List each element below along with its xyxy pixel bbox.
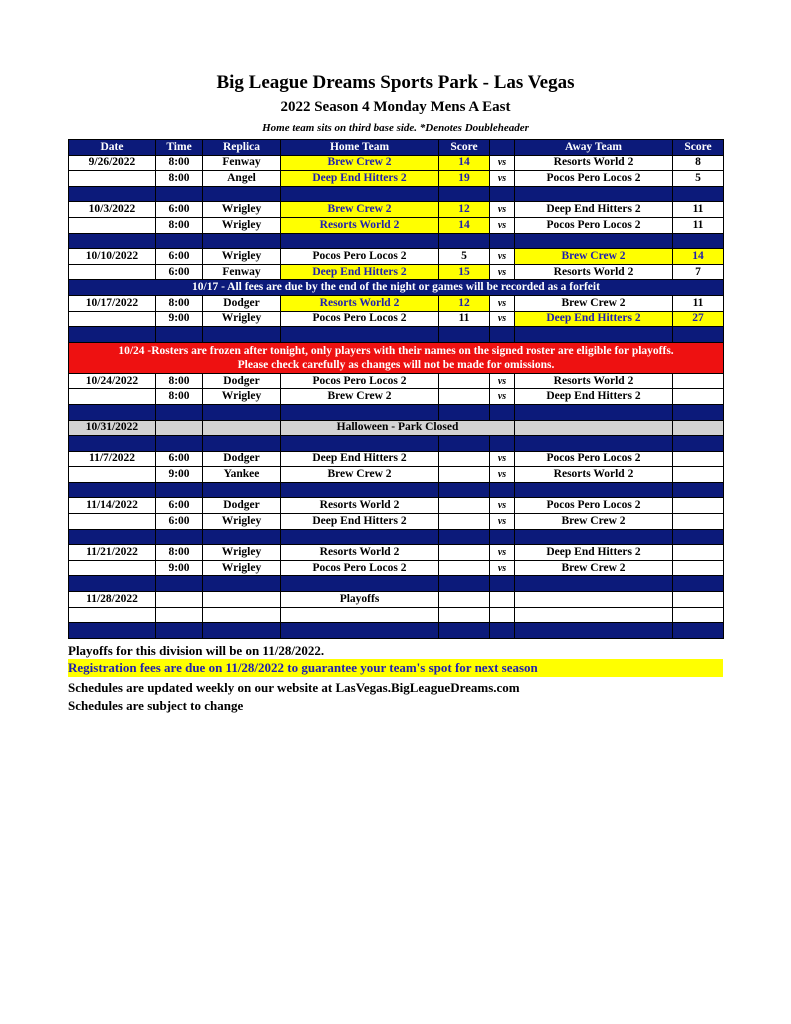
separator-cell — [69, 233, 156, 249]
separator-cell — [515, 436, 673, 452]
playoffs-label: Playoffs — [281, 592, 439, 608]
away-team: Deep End Hitters 2 — [515, 311, 673, 327]
game-row — [69, 498, 724, 514]
game-field: Wrigley — [203, 545, 281, 561]
away-team: Resorts World 2 — [515, 264, 673, 280]
separator-cell — [69, 576, 156, 592]
game-date: 11/21/2022 — [69, 545, 156, 561]
home-team: Deep End Hitters 2 — [281, 264, 439, 280]
separator-cell — [673, 436, 724, 452]
separator-cell — [281, 482, 439, 498]
separator-cell — [203, 404, 281, 420]
away-team: Brew Crew 2 — [515, 295, 673, 311]
separator-cell — [490, 404, 515, 420]
playoffs-note: Playoffs for this division will be on 11/28/2022. — [68, 643, 325, 658]
separator-cell — [673, 404, 724, 420]
game-time: 8:00 — [156, 389, 203, 405]
vs-label: vs — [490, 295, 515, 311]
park-closed-row — [69, 420, 724, 436]
game-date — [69, 264, 156, 280]
vs-label: vs — [490, 389, 515, 405]
empty-cell — [673, 607, 724, 623]
vs-label: vs — [490, 311, 515, 327]
game-row — [69, 311, 724, 327]
separator-cell — [673, 576, 724, 592]
away-score: 11 — [673, 295, 724, 311]
separator-cell — [439, 576, 490, 592]
separator-cell — [281, 576, 439, 592]
home-team: Brew Crew 2 — [281, 202, 439, 218]
separator-cell — [203, 529, 281, 545]
away-team: Brew Crew 2 — [515, 249, 673, 265]
separator-cell — [281, 327, 439, 343]
game-time: 8:00 — [156, 171, 203, 187]
separator-cell — [281, 233, 439, 249]
notice-row — [69, 280, 724, 296]
home-team: Deep End Hitters 2 — [281, 451, 439, 467]
game-time: 8:00 — [156, 545, 203, 561]
empty-cell — [673, 592, 724, 608]
blank-row — [69, 607, 724, 623]
fee-notice: 10/17 - All fees are due by the end of the night or games will be recorded as a forfeit — [69, 280, 724, 296]
separator-cell — [673, 623, 724, 639]
game-date: 10/3/2022 — [69, 202, 156, 218]
separator-cell — [439, 436, 490, 452]
game-time: 6:00 — [156, 498, 203, 514]
page-subtitle: 2022 Season 4 Monday Mens A East — [280, 99, 511, 115]
separator-cell — [203, 482, 281, 498]
empty-cell — [203, 420, 281, 436]
game-time: 6:00 — [156, 202, 203, 218]
away-team: Pocos Pero Locos 2 — [515, 498, 673, 514]
home-score — [439, 545, 490, 561]
vs-label: vs — [490, 264, 515, 280]
separator-cell — [156, 186, 203, 202]
separator-cell — [439, 404, 490, 420]
game-row — [69, 451, 724, 467]
home-score — [439, 389, 490, 405]
separator-cell — [203, 576, 281, 592]
column-header-vs — [490, 140, 515, 156]
vs-label: vs — [490, 451, 515, 467]
separator-cell — [515, 623, 673, 639]
game-field: Wrigley — [203, 389, 281, 405]
home-team: Resorts World 2 — [281, 545, 439, 561]
separator-cell — [69, 623, 156, 639]
separator-cell — [156, 482, 203, 498]
separator-cell — [439, 327, 490, 343]
vs-label: vs — [490, 155, 515, 171]
separator-cell — [515, 186, 673, 202]
home-score: 14 — [439, 217, 490, 233]
separator-cell — [515, 529, 673, 545]
separator-row — [69, 233, 724, 249]
separator-cell — [69, 327, 156, 343]
separator-cell — [673, 529, 724, 545]
separator-cell — [439, 186, 490, 202]
away-team: Pocos Pero Locos 2 — [515, 171, 673, 187]
column-header-date: Date — [69, 140, 156, 156]
separator-cell — [490, 529, 515, 545]
vs-label: vs — [490, 171, 515, 187]
away-score — [673, 389, 724, 405]
separator-cell — [515, 327, 673, 343]
separator-cell — [515, 482, 673, 498]
vs-label: vs — [490, 514, 515, 530]
home-team: Deep End Hitters 2 — [281, 514, 439, 530]
away-score — [673, 498, 724, 514]
column-header-home-team: Home Team — [281, 140, 439, 156]
game-row — [69, 545, 724, 561]
separator-cell — [281, 404, 439, 420]
separator-row — [69, 529, 724, 545]
game-row — [69, 155, 724, 171]
game-row — [69, 202, 724, 218]
separator-cell — [69, 436, 156, 452]
home-score: 15 — [439, 264, 490, 280]
away-team: Resorts World 2 — [515, 373, 673, 389]
away-score: 8 — [673, 155, 724, 171]
empty-cell — [515, 420, 673, 436]
home-score — [439, 373, 490, 389]
game-field: Wrigley — [203, 311, 281, 327]
game-field: Dodger — [203, 498, 281, 514]
away-team: Deep End Hitters 2 — [515, 202, 673, 218]
away-score: 7 — [673, 264, 724, 280]
game-field: Dodger — [203, 295, 281, 311]
home-score: 12 — [439, 295, 490, 311]
empty-cell — [490, 592, 515, 608]
game-time: 8:00 — [156, 295, 203, 311]
separator-cell — [156, 623, 203, 639]
separator-cell — [69, 529, 156, 545]
registration-note: Registration fees are due on 11/28/2022 to guarantee your team's spot for next season — [68, 659, 723, 677]
separator-row — [69, 404, 724, 420]
away-score: 14 — [673, 249, 724, 265]
away-score — [673, 560, 724, 576]
vs-label: vs — [490, 467, 515, 483]
home-score: 11 — [439, 311, 490, 327]
away-team: Resorts World 2 — [515, 467, 673, 483]
roster-alert-line2: Please check carefully as changes will not be made for omissions. — [237, 358, 555, 371]
separator-cell — [490, 233, 515, 249]
game-time: 9:00 — [156, 311, 203, 327]
game-field: Fenway — [203, 155, 281, 171]
game-date: 10/31/2022 — [69, 420, 156, 436]
away-team: Brew Crew 2 — [515, 514, 673, 530]
away-score — [673, 373, 724, 389]
empty-cell — [69, 607, 156, 623]
game-time: 9:00 — [156, 467, 203, 483]
empty-cell — [156, 420, 203, 436]
change-note: Schedules are subject to change — [68, 698, 244, 713]
vs-label: vs — [490, 217, 515, 233]
game-date: 10/24/2022 — [69, 373, 156, 389]
game-row — [69, 467, 724, 483]
separator-row — [69, 576, 724, 592]
game-date: 10/17/2022 — [69, 295, 156, 311]
game-date — [69, 560, 156, 576]
separator-cell — [490, 327, 515, 343]
game-row — [69, 171, 724, 187]
game-date — [69, 389, 156, 405]
vs-label: vs — [490, 202, 515, 218]
separator-cell — [490, 576, 515, 592]
home-team: Brew Crew 2 — [281, 389, 439, 405]
game-date: 9/26/2022 — [69, 155, 156, 171]
home-score — [439, 514, 490, 530]
away-score — [673, 467, 724, 483]
home-team: Resorts World 2 — [281, 295, 439, 311]
separator-cell — [156, 233, 203, 249]
away-team: Brew Crew 2 — [515, 560, 673, 576]
empty-cell — [156, 607, 203, 623]
separator-cell — [673, 327, 724, 343]
separator-cell — [673, 186, 724, 202]
separator-row — [69, 327, 724, 343]
game-field: Wrigley — [203, 514, 281, 530]
vs-label: vs — [490, 560, 515, 576]
away-team: Resorts World 2 — [515, 155, 673, 171]
home-team: Pocos Pero Locos 2 — [281, 249, 439, 265]
separator-cell — [69, 186, 156, 202]
separator-row — [69, 482, 724, 498]
home-score: 12 — [439, 202, 490, 218]
separator-cell — [156, 576, 203, 592]
home-team: Pocos Pero Locos 2 — [281, 373, 439, 389]
separator-cell — [490, 623, 515, 639]
home-team: Deep End Hitters 2 — [281, 171, 439, 187]
away-score — [673, 451, 724, 467]
game-date — [69, 514, 156, 530]
home-team: Resorts World 2 — [281, 217, 439, 233]
schedule-table — [68, 139, 724, 639]
home-score: 19 — [439, 171, 490, 187]
game-row — [69, 249, 724, 265]
separator-cell — [490, 186, 515, 202]
game-field: Yankee — [203, 467, 281, 483]
column-header-away-team: Away Team — [515, 140, 673, 156]
separator-cell — [203, 436, 281, 452]
separator-row — [69, 623, 724, 639]
game-date — [69, 311, 156, 327]
separator-cell — [515, 576, 673, 592]
away-team: Deep End Hitters 2 — [515, 389, 673, 405]
empty-cell — [673, 420, 724, 436]
separator-row — [69, 186, 724, 202]
empty-cell — [156, 592, 203, 608]
game-time: 6:00 — [156, 264, 203, 280]
game-row — [69, 389, 724, 405]
away-score: 11 — [673, 202, 724, 218]
game-time: 6:00 — [156, 249, 203, 265]
game-date: 11/7/2022 — [69, 451, 156, 467]
game-date: 11/14/2022 — [69, 498, 156, 514]
game-row — [69, 514, 724, 530]
game-time: 8:00 — [156, 373, 203, 389]
separator-cell — [490, 436, 515, 452]
roster-alert — [69, 342, 724, 373]
column-header-replica: Replica — [203, 140, 281, 156]
game-row — [69, 217, 724, 233]
vs-label: vs — [490, 373, 515, 389]
schedule-body — [69, 155, 724, 638]
away-score: 27 — [673, 311, 724, 327]
home-team: Pocos Pero Locos 2 — [281, 311, 439, 327]
separator-cell — [439, 623, 490, 639]
separator-cell — [673, 233, 724, 249]
separator-cell — [281, 186, 439, 202]
away-score: 11 — [673, 217, 724, 233]
game-row — [69, 560, 724, 576]
home-score — [439, 498, 490, 514]
separator-cell — [490, 482, 515, 498]
game-date — [69, 171, 156, 187]
separator-cell — [673, 482, 724, 498]
away-score — [673, 514, 724, 530]
separator-cell — [156, 327, 203, 343]
roster-alert-line1: 10/24 -Rosters are frozen after tonight, only players with their names on the signed roster are eligible for playoffs. — [118, 344, 674, 357]
home-score — [439, 560, 490, 576]
game-field: Wrigley — [203, 202, 281, 218]
vs-label: vs — [490, 545, 515, 561]
park-closed-label: Halloween - Park Closed — [281, 420, 515, 436]
separator-cell — [515, 233, 673, 249]
game-field: Angel — [203, 171, 281, 187]
separator-cell — [439, 482, 490, 498]
game-field: Wrigley — [203, 217, 281, 233]
game-time: 9:00 — [156, 560, 203, 576]
home-score — [439, 467, 490, 483]
table-header-row — [69, 140, 724, 156]
separator-cell — [156, 529, 203, 545]
separator-cell — [203, 186, 281, 202]
empty-cell — [439, 607, 490, 623]
game-field: Dodger — [203, 451, 281, 467]
separator-cell — [281, 436, 439, 452]
away-team: Deep End Hitters 2 — [515, 545, 673, 561]
game-field: Fenway — [203, 264, 281, 280]
separator-cell — [439, 233, 490, 249]
page-title: Big League Dreams Sports Park - Las Vegas — [216, 72, 575, 93]
vs-label: vs — [490, 249, 515, 265]
empty-cell — [490, 607, 515, 623]
separator-cell — [281, 529, 439, 545]
separator-cell — [156, 404, 203, 420]
home-team: Pocos Pero Locos 2 — [281, 560, 439, 576]
game-time: 8:00 — [156, 217, 203, 233]
vs-label: vs — [490, 498, 515, 514]
home-score: 14 — [439, 155, 490, 171]
game-time: 6:00 — [156, 451, 203, 467]
game-date — [69, 217, 156, 233]
away-team: Pocos Pero Locos 2 — [515, 217, 673, 233]
home-team: Brew Crew 2 — [281, 155, 439, 171]
playoffs-row — [69, 592, 724, 608]
away-team: Pocos Pero Locos 2 — [515, 451, 673, 467]
home-team: Brew Crew 2 — [281, 467, 439, 483]
home-score: 5 — [439, 249, 490, 265]
game-row — [69, 264, 724, 280]
separator-cell — [281, 623, 439, 639]
website-note: Schedules are updated weekly on our website at LasVegas.BigLeagueDreams.com — [68, 680, 520, 695]
separator-row — [69, 436, 724, 452]
game-row — [69, 295, 724, 311]
empty-cell — [203, 607, 281, 623]
empty-cell — [203, 592, 281, 608]
home-team: Resorts World 2 — [281, 498, 439, 514]
separator-cell — [203, 623, 281, 639]
empty-cell — [439, 592, 490, 608]
separator-cell — [439, 529, 490, 545]
game-time: 6:00 — [156, 514, 203, 530]
game-date: 10/10/2022 — [69, 249, 156, 265]
column-header-home-score: Score — [439, 140, 490, 156]
game-field: Wrigley — [203, 560, 281, 576]
roster-alert-row — [69, 342, 724, 373]
empty-cell — [281, 607, 439, 623]
empty-cell — [515, 592, 673, 608]
game-date: 11/28/2022 — [69, 592, 156, 608]
game-field: Wrigley — [203, 249, 281, 265]
home-score — [439, 451, 490, 467]
game-date — [69, 467, 156, 483]
separator-cell — [203, 233, 281, 249]
game-row — [69, 373, 724, 389]
away-score: 5 — [673, 171, 724, 187]
column-header-away-score: Score — [673, 140, 724, 156]
column-header-time: Time — [156, 140, 203, 156]
empty-cell — [515, 607, 673, 623]
separator-cell — [156, 436, 203, 452]
away-score — [673, 545, 724, 561]
game-field: Dodger — [203, 373, 281, 389]
separator-cell — [203, 327, 281, 343]
separator-cell — [69, 404, 156, 420]
separator-cell — [515, 404, 673, 420]
separator-cell — [69, 482, 156, 498]
schedule-note: Home team sits on third base side. *Denotes Doubleheader — [262, 122, 529, 134]
game-time: 8:00 — [156, 155, 203, 171]
